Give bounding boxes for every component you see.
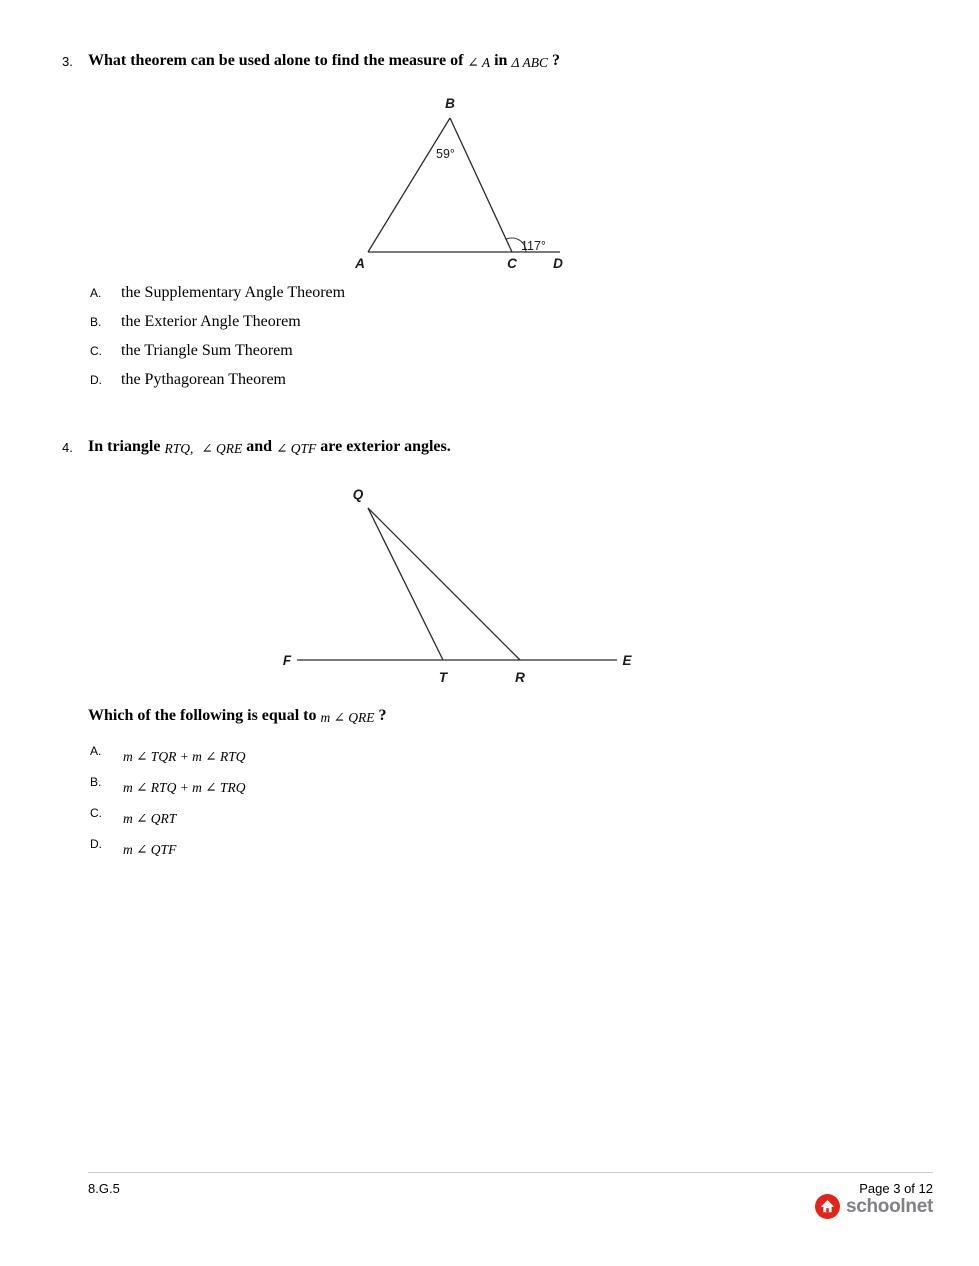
math-expression-angle-qtf: ∠ QTF (276, 441, 317, 456)
prompt-text: and (246, 438, 273, 455)
vertex-label-e: E (622, 653, 632, 668)
choice-text: the Supplementary Angle Theorem (121, 284, 346, 301)
prompt-text: are exterior angles. (320, 438, 451, 455)
choice-letter: B. (90, 775, 102, 789)
question-4-prompt (88, 438, 451, 457)
triangle-qtr-diagram (280, 483, 640, 688)
choice-math: m ∠ TQR + m ∠ RTQ (123, 749, 246, 764)
choice-math: m ∠ QRT (123, 811, 177, 826)
schoolnet-logo (814, 1193, 933, 1220)
vertex-label-b: B (445, 96, 455, 111)
footer-divider (88, 1172, 933, 1173)
math-expression-m-angle-qre: m ∠ QRE (320, 710, 375, 725)
question-4-number: 4. (62, 440, 73, 455)
math-expression-rtq: RTQ, (164, 441, 194, 456)
q3-choice-c (90, 342, 293, 360)
prompt-text: in (494, 52, 508, 69)
prompt-text: Which of the following is equal to (88, 707, 317, 724)
choice-letter: C. (90, 344, 102, 358)
schoolnet-logo-text: schoolnet (845, 1195, 933, 1217)
vertex-label-r: R (515, 670, 525, 685)
choice-text: the Exterior Angle Theorem (121, 313, 301, 330)
choice-letter: D. (90, 373, 102, 387)
schoolnet-house-icon (814, 1193, 841, 1220)
prompt-text: In triangle (88, 438, 161, 455)
question-4-subquestion (88, 707, 387, 726)
segment-q-t (368, 508, 443, 660)
choice-letter: A. (90, 286, 102, 300)
vertex-label-f: F (282, 653, 292, 668)
choice-letter: B. (90, 315, 102, 329)
question-3-prompt (88, 52, 560, 71)
side-b-c (450, 118, 512, 252)
choice-text: the Pythagorean Theorem (121, 371, 286, 388)
q4-choice-d (90, 837, 510, 863)
math-expression-triangle-abc: Δ ABC (511, 55, 548, 70)
choice-letter: D. (90, 837, 102, 851)
vertex-label-d: D (553, 256, 563, 271)
q3-choice-b (90, 313, 301, 331)
prompt-text: ? (378, 707, 387, 724)
vertex-label-c: C (507, 256, 517, 271)
choice-text: the Triangle Sum Theorem (121, 342, 293, 359)
standard-code: 8.G.5 (88, 1181, 120, 1196)
segment-q-r (368, 508, 520, 660)
vertex-label-q: Q (352, 487, 364, 502)
q4-choice-c (90, 806, 510, 832)
choice-letter: C. (90, 806, 102, 820)
math-expression-angle-a: ∠ A (467, 55, 491, 70)
math-expression-angle-qre: ∠ QRE (201, 441, 243, 456)
page-number: Page 3 of 12 (859, 1181, 933, 1196)
q3-choice-d (90, 371, 286, 389)
choice-math: m ∠ QTF (123, 842, 177, 857)
vertex-label-t: T (438, 670, 448, 685)
side-b-a (368, 118, 450, 252)
choice-letter: A. (90, 744, 102, 758)
prompt-text: What theorem can be used alone to find the measure of (88, 52, 464, 69)
triangle-abc-diagram (340, 92, 570, 277)
q4-choice-b (90, 775, 510, 801)
vertex-label-a: A (355, 256, 365, 271)
angle-label-117: 117° (521, 239, 546, 253)
q4-choice-a (90, 744, 510, 770)
q3-choice-a (90, 284, 345, 302)
choice-math: m ∠ RTQ + m ∠ TRQ (123, 780, 246, 795)
question-3-number: 3. (62, 54, 73, 69)
prompt-text: ? (552, 52, 560, 69)
angle-label-59: 59° (436, 147, 455, 161)
